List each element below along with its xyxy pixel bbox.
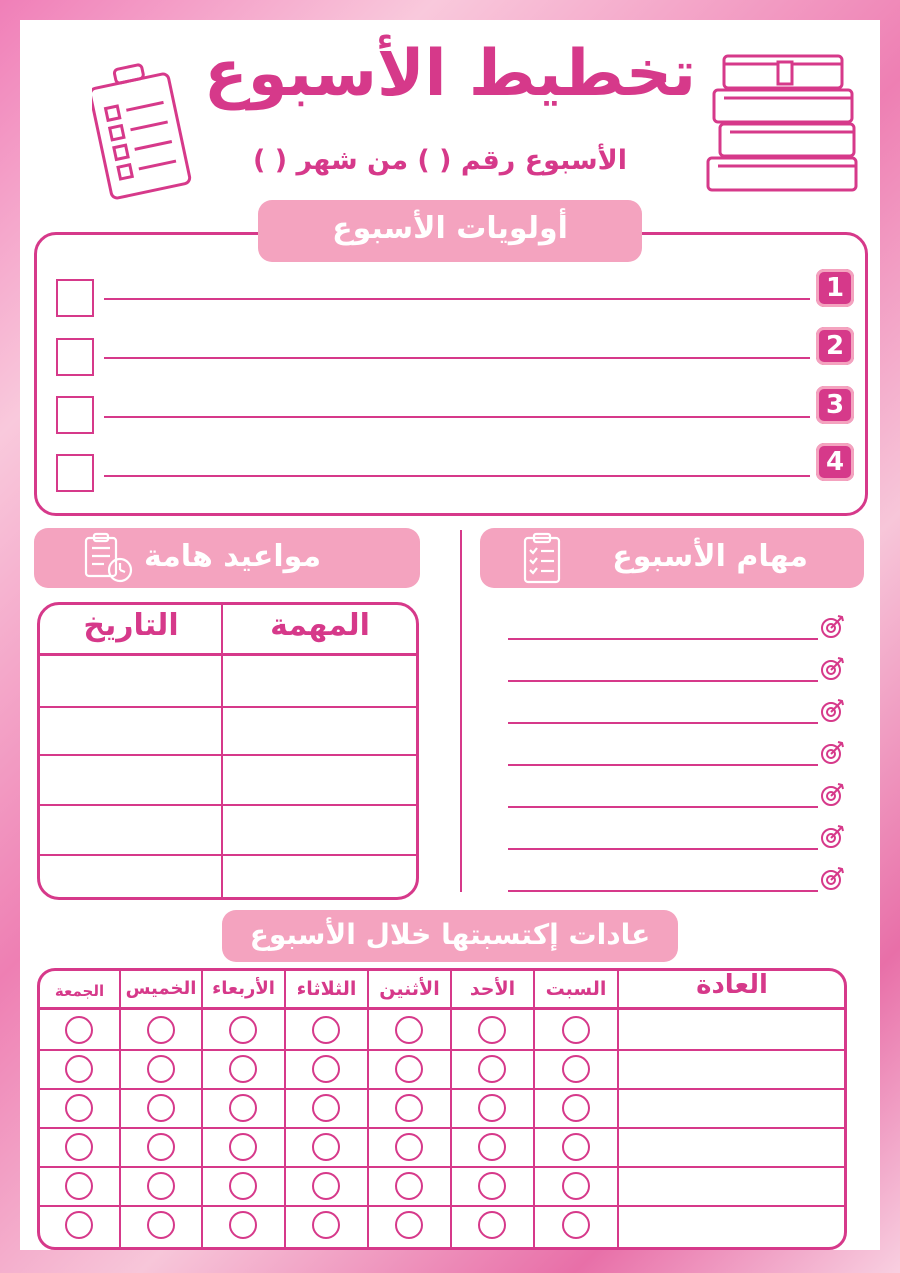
task-line[interactable]	[508, 764, 818, 766]
habit-check-circle[interactable]	[229, 1016, 257, 1044]
habit-check-circle[interactable]	[478, 1055, 506, 1083]
page-title: تخطيط الأسبوع	[204, 37, 696, 111]
habit-check-circle[interactable]	[562, 1133, 590, 1161]
habit-check-circle[interactable]	[65, 1055, 93, 1083]
priority-number: 3	[816, 386, 854, 424]
table-row[interactable]	[39, 706, 417, 708]
habit-check-circle[interactable]	[229, 1172, 257, 1200]
priority-checkbox[interactable]	[56, 396, 94, 434]
clipboard-timer-icon	[82, 532, 134, 584]
target-icon	[822, 658, 843, 679]
table-row[interactable]	[39, 854, 417, 856]
day-header-wed: الأربعاء	[212, 978, 275, 999]
clipboard-icon	[92, 62, 202, 202]
day-header-fri: الجمعة	[54, 982, 105, 1000]
habit-check-circle[interactable]	[562, 1172, 590, 1200]
day-header-sat: السبت	[545, 978, 607, 1000]
habit-row-line	[39, 1088, 845, 1090]
habit-check-circle[interactable]	[312, 1094, 340, 1122]
habit-check-circle[interactable]	[65, 1172, 93, 1200]
priorities-heading: أولويات الأسبوع	[258, 200, 642, 262]
task-line[interactable]	[508, 722, 818, 724]
target-icon	[822, 784, 843, 805]
habit-check-circle[interactable]	[395, 1133, 423, 1161]
habit-check-circle[interactable]	[229, 1094, 257, 1122]
column-date: التاريخ	[83, 608, 179, 643]
column-task: المهمة	[270, 608, 370, 643]
appointments-heading-label: مواعيد هامة	[144, 539, 322, 574]
habit-check-circle[interactable]	[395, 1094, 423, 1122]
habit-row-line	[39, 1205, 845, 1207]
habit-check-circle[interactable]	[65, 1016, 93, 1044]
priority-checkbox[interactable]	[56, 454, 94, 492]
priority-checkbox[interactable]	[56, 279, 94, 317]
habit-check-circle[interactable]	[478, 1172, 506, 1200]
tasks-heading	[480, 528, 864, 588]
habit-check-circle[interactable]	[478, 1016, 506, 1044]
tasks-heading-label: مهام الأسبوع	[612, 539, 808, 574]
habit-check-circle[interactable]	[147, 1133, 175, 1161]
habit-check-circle[interactable]	[229, 1211, 257, 1239]
habit-check-circle[interactable]	[312, 1211, 340, 1239]
task-line[interactable]	[508, 680, 818, 682]
section-divider	[460, 530, 462, 892]
priority-number: 1	[816, 269, 854, 307]
habit-check-circle[interactable]	[395, 1172, 423, 1200]
habit-column-header: العادة	[696, 970, 768, 1000]
appointments-heading	[34, 528, 420, 588]
habit-check-circle[interactable]	[312, 1172, 340, 1200]
habit-check-circle[interactable]	[312, 1055, 340, 1083]
habit-check-circle[interactable]	[478, 1094, 506, 1122]
priority-line[interactable]	[104, 416, 810, 418]
habit-check-circle[interactable]	[229, 1133, 257, 1161]
task-line[interactable]	[508, 806, 818, 808]
target-icons	[818, 612, 848, 892]
habit-check-circle[interactable]	[562, 1094, 590, 1122]
target-icon	[822, 868, 843, 889]
habit-check-circle[interactable]	[395, 1055, 423, 1083]
habit-row-line	[39, 1127, 845, 1129]
day-header-mon: الأثنين	[379, 978, 440, 1000]
week-subtitle: الأسبوع رقم ( ) من شهر ( )	[252, 145, 628, 176]
checklist-icon	[522, 532, 562, 584]
task-line[interactable]	[508, 890, 818, 892]
priority-checkbox[interactable]	[56, 338, 94, 376]
habit-check-circle[interactable]	[147, 1211, 175, 1239]
task-line[interactable]	[508, 638, 818, 640]
habit-check-circle[interactable]	[147, 1172, 175, 1200]
habit-check-circle[interactable]	[312, 1133, 340, 1161]
priority-line[interactable]	[104, 475, 810, 477]
habit-check-circle[interactable]	[65, 1211, 93, 1239]
habit-check-circle[interactable]	[562, 1211, 590, 1239]
habit-check-circle[interactable]	[395, 1211, 423, 1239]
habit-check-circle[interactable]	[147, 1055, 175, 1083]
target-icon	[822, 616, 843, 637]
habit-check-circle[interactable]	[312, 1016, 340, 1044]
priority-number: 2	[816, 327, 854, 365]
habit-check-circle[interactable]	[65, 1094, 93, 1122]
task-line[interactable]	[508, 848, 818, 850]
target-icon	[822, 742, 843, 763]
habit-check-circle[interactable]	[147, 1016, 175, 1044]
table-row[interactable]	[39, 804, 417, 806]
habits-heading: عادات إكتسبتها خلال الأسبوع	[222, 910, 678, 962]
priority-line[interactable]	[104, 298, 810, 300]
habit-check-circle[interactable]	[478, 1133, 506, 1161]
habit-check-circle[interactable]	[147, 1094, 175, 1122]
priority-line[interactable]	[104, 357, 810, 359]
target-icon	[822, 826, 843, 847]
habit-row-line	[39, 1049, 845, 1051]
target-icon	[822, 700, 843, 721]
habit-check-circle[interactable]	[395, 1016, 423, 1044]
table-row[interactable]	[39, 754, 417, 756]
habit-check-circle[interactable]	[478, 1211, 506, 1239]
habit-check-circle[interactable]	[65, 1133, 93, 1161]
priority-number: 4	[816, 443, 854, 481]
habit-check-circle[interactable]	[562, 1055, 590, 1083]
books-icon	[704, 48, 864, 198]
habit-check-circle[interactable]	[562, 1016, 590, 1044]
day-header-tue: الثلاثاء	[296, 978, 357, 1000]
priorities-box	[34, 232, 868, 516]
day-header-thu: الخميس	[125, 978, 197, 999]
habit-check-circle[interactable]	[229, 1055, 257, 1083]
day-header-sun: الأحد	[469, 978, 516, 1000]
habit-row-line	[39, 1166, 845, 1168]
